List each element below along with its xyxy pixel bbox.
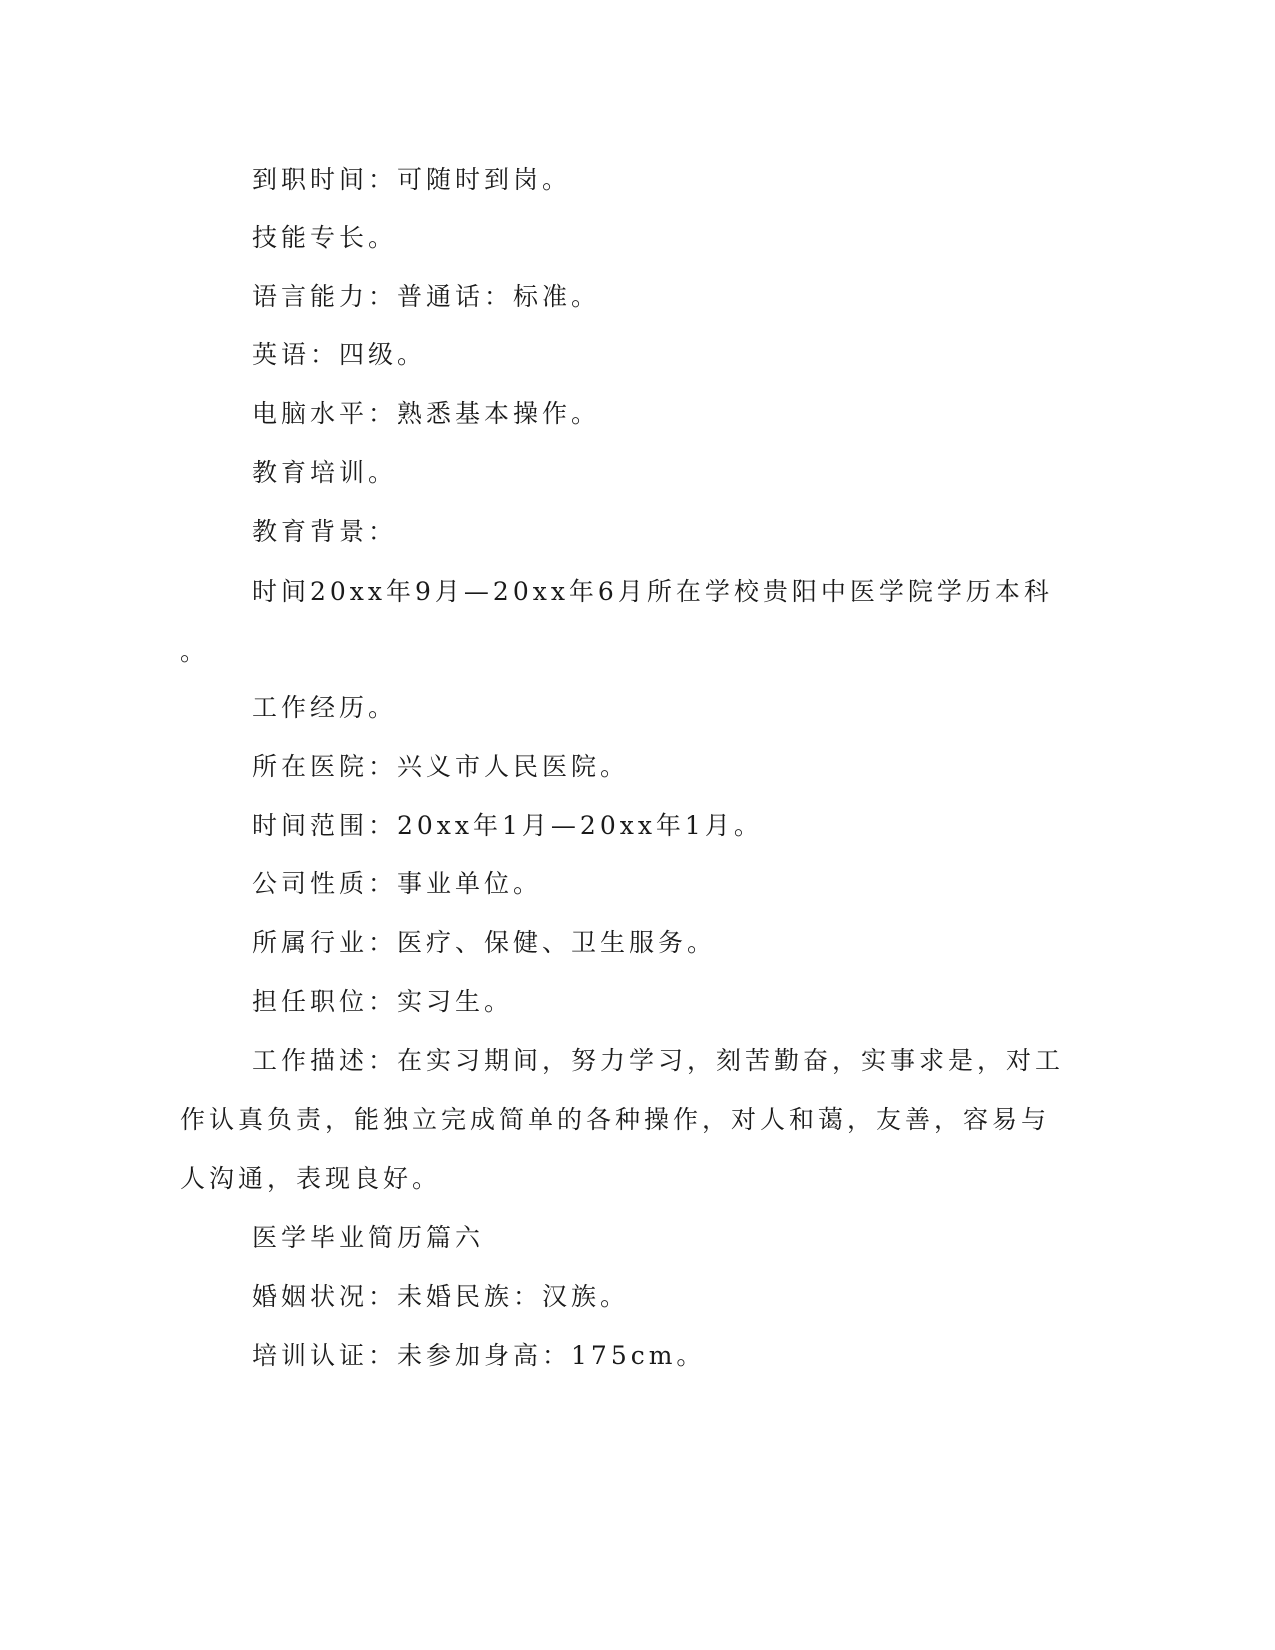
line-job-description-3: 人沟通，表现良好。 [180,1164,442,1193]
section-title-resume-6: 医学毕业简历篇六 [252,1223,485,1252]
line-industry: 所属行业：医疗、保健、卫生服务。 [252,928,717,957]
line-time-range: 时间范围：20xx年1月—20xx年1月。 [252,811,763,840]
line-marital-status: 婚姻状况：未婚民族：汉族。 [252,1282,630,1311]
line-computer-level: 电脑水平：熟悉基本操作。 [252,399,601,428]
line-education-period: 时间20xx年9月—20xx年6月所在学校贵阳中医学院学历本科 [252,577,1053,606]
line-hospital: 所在医院：兴义市人民医院。 [252,752,630,781]
line-work-experience-heading: 工作经历。 [252,693,398,722]
line-english: 英语：四级。 [252,340,427,369]
line-arrival-time: 到职时间：可随时到岗。 [252,165,572,194]
line-language-ability: 语言能力：普通话：标准。 [252,282,601,311]
line-company-type: 公司性质：事业单位。 [252,869,543,898]
line-education-period-end: 。 [180,637,210,666]
line-job-description-1: 工作描述：在实习期间，努力学习，刻苦勤奋，实事求是，对工 [252,1046,1065,1075]
line-skills-heading: 技能专长。 [252,223,398,252]
line-education-training-heading: 教育培训。 [252,458,398,487]
line-position: 担任职位：实习生。 [252,987,514,1016]
line-job-description-2: 作认真负责，能独立完成简单的各种操作，对人和蔼，友善，容易与 [180,1105,1051,1134]
line-education-background: 教育背景： [252,517,398,546]
line-training-height: 培训认证：未参加身高：175cm。 [252,1341,706,1370]
